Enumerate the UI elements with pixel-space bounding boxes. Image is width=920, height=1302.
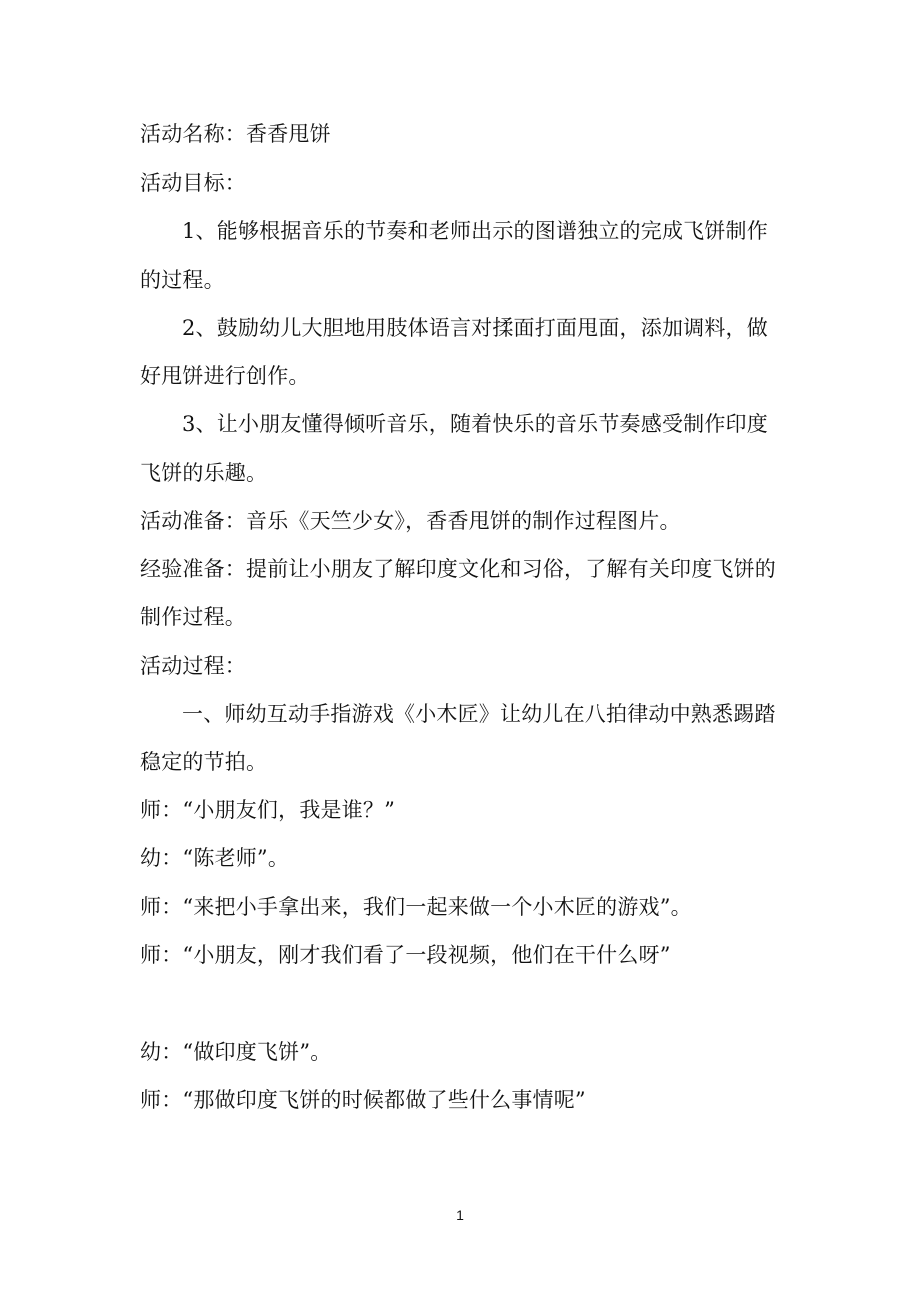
dialogue-line: 幼：“陈老师”。 xyxy=(140,846,290,870)
goal-1-line-2: 的过程。 xyxy=(140,268,225,292)
goal-1-line-1: 1、能够根据音乐的节奏和老师出示的图谱独立的完成飞饼制作 xyxy=(182,219,768,243)
experience-preparation-line-2: 制作过程。 xyxy=(140,605,246,629)
activity-preparation-line: 活动准备：音乐《天竺少女》，香香甩饼的制作过程图片。 xyxy=(140,509,681,533)
goal-2-line-2: 好甩饼进行创作。 xyxy=(140,364,310,388)
process-step-1-line-2: 稳定的节拍。 xyxy=(140,750,268,774)
dialogue-line: 幼：“做印度飞饼”。 xyxy=(140,1040,332,1064)
dialogue-line: 师：“小朋友，刚才我们看了一段视频，他们在干什么呀” xyxy=(140,943,671,967)
dialogue-line: 师：“那做印度飞饼的时候都做了些什么事情呢” xyxy=(140,1088,586,1112)
dialogue-line: 师：“来把小手拿出来，我们一起来做一个小木匠的游戏”。 xyxy=(140,895,692,919)
process-step-1-line-1: 一、师幼互动手指游戏《小木匠》让幼儿在八拍律动中熟悉踢踏 xyxy=(182,702,776,726)
goal-2-line-1: 2、鼓励幼儿大胆地用肢体语言对揉面打面甩面，添加调料，做 xyxy=(182,316,768,340)
activity-process-heading: 活动过程： xyxy=(140,654,246,678)
activity-goals-heading: 活动目标： xyxy=(140,171,246,195)
goal-3-line-2: 飞饼的乐趣。 xyxy=(140,461,268,485)
goal-3-line-1: 3、让小朋友懂得倾听音乐，随着快乐的音乐节奏感受制作印度 xyxy=(182,412,768,436)
page-number: 1 xyxy=(456,1207,464,1223)
experience-preparation-line-1: 经验准备：提前让小朋友了解印度文化和习俗，了解有关印度飞饼的 xyxy=(140,557,776,581)
activity-name-line: 活动名称：香香甩饼 xyxy=(140,122,331,146)
dialogue-line: 师：“小朋友们，我是谁？” xyxy=(140,798,396,822)
